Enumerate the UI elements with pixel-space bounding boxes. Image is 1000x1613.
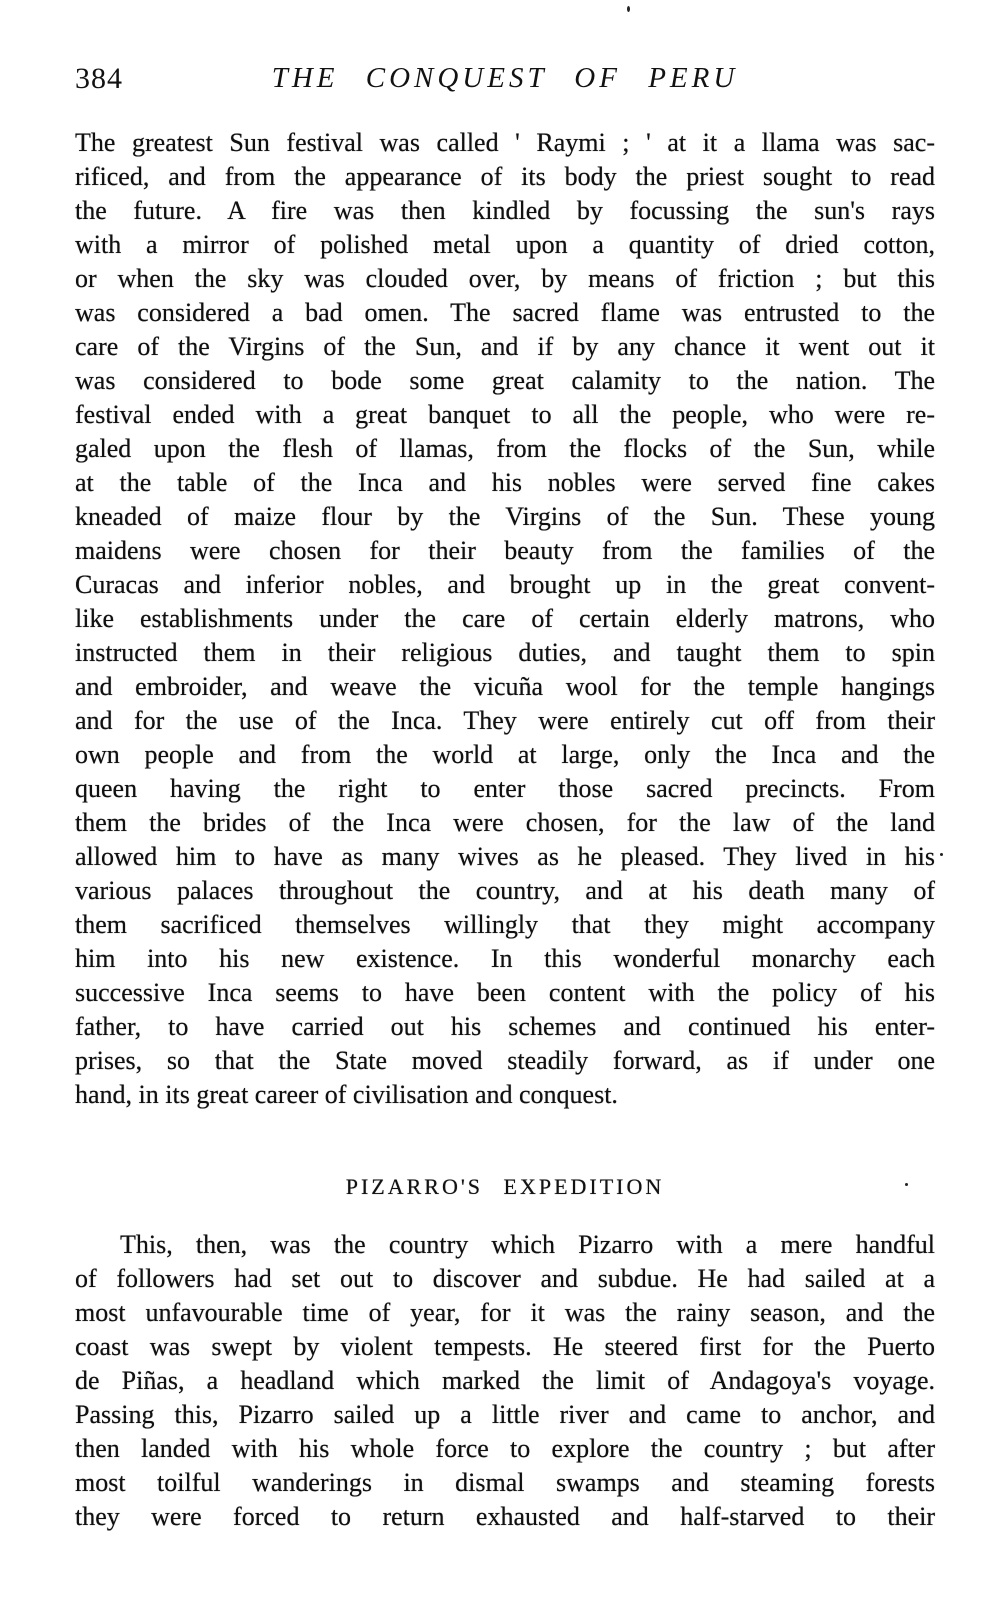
text-line: de Piñas, a headland which marked the limit of Andagoya's voyage. xyxy=(75,1366,935,1395)
text-line: with a mirror of polished metal upon a quantity of dried cotton, xyxy=(75,230,935,259)
text-line: or when the sky was clouded over, by means of friction ; but this xyxy=(75,264,935,293)
text-line: coast was swept by violent tempests. He steered first for the Puerto xyxy=(75,1332,935,1361)
scan-speck xyxy=(940,853,943,856)
text-line: father, to have carried out his schemes and continued his enter- xyxy=(75,1012,935,1041)
text-line: most unfavourable time of year, for it was the rainy season, and the xyxy=(75,1298,935,1327)
text-line: care of the Virgins of the Sun, and if by any chance it went out it xyxy=(75,332,935,361)
text-line: queen having the right to enter those sacred precincts. From xyxy=(75,774,935,803)
text-line: was considered a bad omen. The sacred flame was entrusted to the xyxy=(75,298,935,327)
text-line: successive Inca seems to have been content with the policy of his xyxy=(75,978,935,1007)
text-line: galed upon the flesh of llamas, from the flocks of the Sun, while xyxy=(75,434,935,463)
text-line: them sacrificed themselves willingly that they might accompany xyxy=(75,910,935,939)
text-line: and embroider, and weave the vicuña wool for the temple hangings xyxy=(75,672,935,701)
text-line: allowed him to have as many wives as he pleased. They lived in his xyxy=(75,842,935,871)
text-line: him into his new existence. In this wonderful monarchy each xyxy=(75,944,935,973)
text-line: maidens were chosen for their beauty from the families of the xyxy=(75,536,935,565)
scan-speck xyxy=(627,6,630,12)
text-line: Curacas and inferior nobles, and brought up in the great convent- xyxy=(75,570,935,599)
page-number: 384 xyxy=(75,62,123,95)
text-line: them the brides of the Inca were chosen, for the law of the land xyxy=(75,808,935,837)
running-title: THE CONQUEST OF PERU xyxy=(271,62,739,94)
paragraph-sun-festival xyxy=(75,126,935,1112)
text-line: rificed, and from the appearance of its body the priest sought to read xyxy=(75,162,935,191)
text-line: like establishments under the care of certain elderly matrons, who xyxy=(75,604,935,633)
text-line: Passing this, Pizarro sailed up a little river and came to anchor, and xyxy=(75,1400,935,1429)
text-line: prises, so that the State moved steadily forward, as if under one xyxy=(75,1046,935,1075)
text-line: and for the use of the Inca. They were entirely cut off from their xyxy=(75,706,935,735)
scan-speck xyxy=(905,1183,908,1186)
section-heading: PIZARRO'S EXPEDITION xyxy=(345,1174,665,1199)
paragraph-pizarro-expedition xyxy=(75,1228,935,1534)
text-line: The greatest Sun festival was called ' Raymi ; ' at it a llama was sac- xyxy=(75,128,935,157)
text-line: of followers had set out to discover and subdue. He had sailed at a xyxy=(75,1264,935,1293)
text-line: the future. A fire was then kindled by focussing the sun's rays xyxy=(75,196,935,225)
text-line: various palaces throughout the country, and at his death many of xyxy=(75,876,935,905)
text-line: festival ended with a great banquet to all the people, who were re- xyxy=(75,400,935,429)
text-line: kneaded of maize flour by the Virgins of the Sun. These young xyxy=(75,502,935,531)
text-line: hand, in its great career of civilisation and conquest. xyxy=(75,1080,618,1109)
text-line: they were forced to return exhausted and half-starved to their xyxy=(75,1502,935,1531)
text-line: own people and from the world at large, only the Inca and the xyxy=(75,740,935,769)
text-line: instructed them in their religious duties, and taught them to spin xyxy=(75,638,935,667)
text-line: This, then, was the country which Pizarro with a mere handful xyxy=(120,1230,935,1259)
text-line: most toilful wanderings in dismal swamps and steaming forests xyxy=(75,1468,935,1497)
text-line: then landed with his whole force to explore the country ; but after xyxy=(75,1434,935,1463)
text-line: was considered to bode some great calamity to the nation. The xyxy=(75,366,935,395)
page-header xyxy=(75,62,935,102)
text-line: at the table of the Inca and his nobles were served fine cakes xyxy=(75,468,935,497)
